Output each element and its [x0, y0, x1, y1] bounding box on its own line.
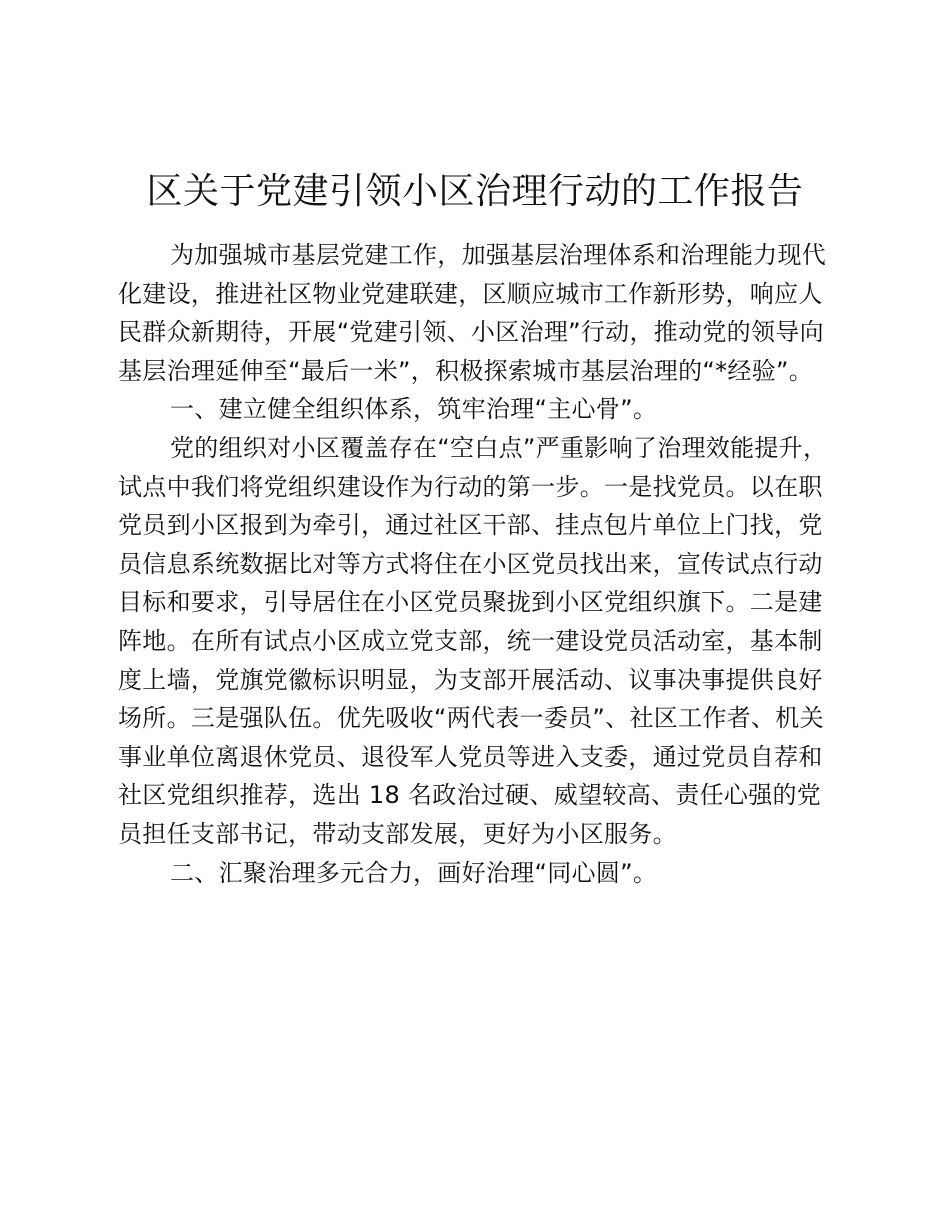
section-heading-1: 一、建立健全组织体系，筑牢治理“主心骨”。 [170, 395, 658, 424]
intro-paragraph: 为加强城市基层党建工作，加强基层治理体系和治理能力现代化建设，推进社区物业党建联建，区顺应城市工作新形势，响应人民群众新期待，开展“党建引领、小区治理”行动，推动党的领导向基层治理延伸至“最后一米”，积极探索城市基层治理的“*经验”。 [118, 241, 827, 385]
document-body [118, 236, 838, 892]
section-1-paragraph: 党的组织对小区覆盖存在“空白点”严重影响了治理效能提升，试点中我们将党组织建设作为行动的第一步。一是找党员。以在职党员到小区报到为牵引，通过社区干部、挂点包片单位上门找，党员信息系统数据比对等方式将住在小区党员找出来，宣传试点行动目标和要求，引导居住在小区党员聚拢到小区党组织旗下。二是建阵地。在所有试点小区成立党支部，统一建设党员活动室，基本制度上墙，党旗党徽标识明显，为支部开展活动、议事决事提供良好场所。三是强队伍。优先吸收“两代表一委员”、社区工作者、机关事业单位离退休党员、退役军人党员等进入支委，通过党员自荐和社区党组织推荐，选出 18 名政治过硬、威望较高、责任心强的党员担任支部书记，带动支部发展，更好为小区服务。 [118, 433, 828, 848]
section-heading-2: 二、汇聚治理多元合力，画好治理“同心圆”。 [170, 858, 658, 887]
document-title: 区关于党建引领小区治理行动的工作报告 [146, 171, 804, 212]
